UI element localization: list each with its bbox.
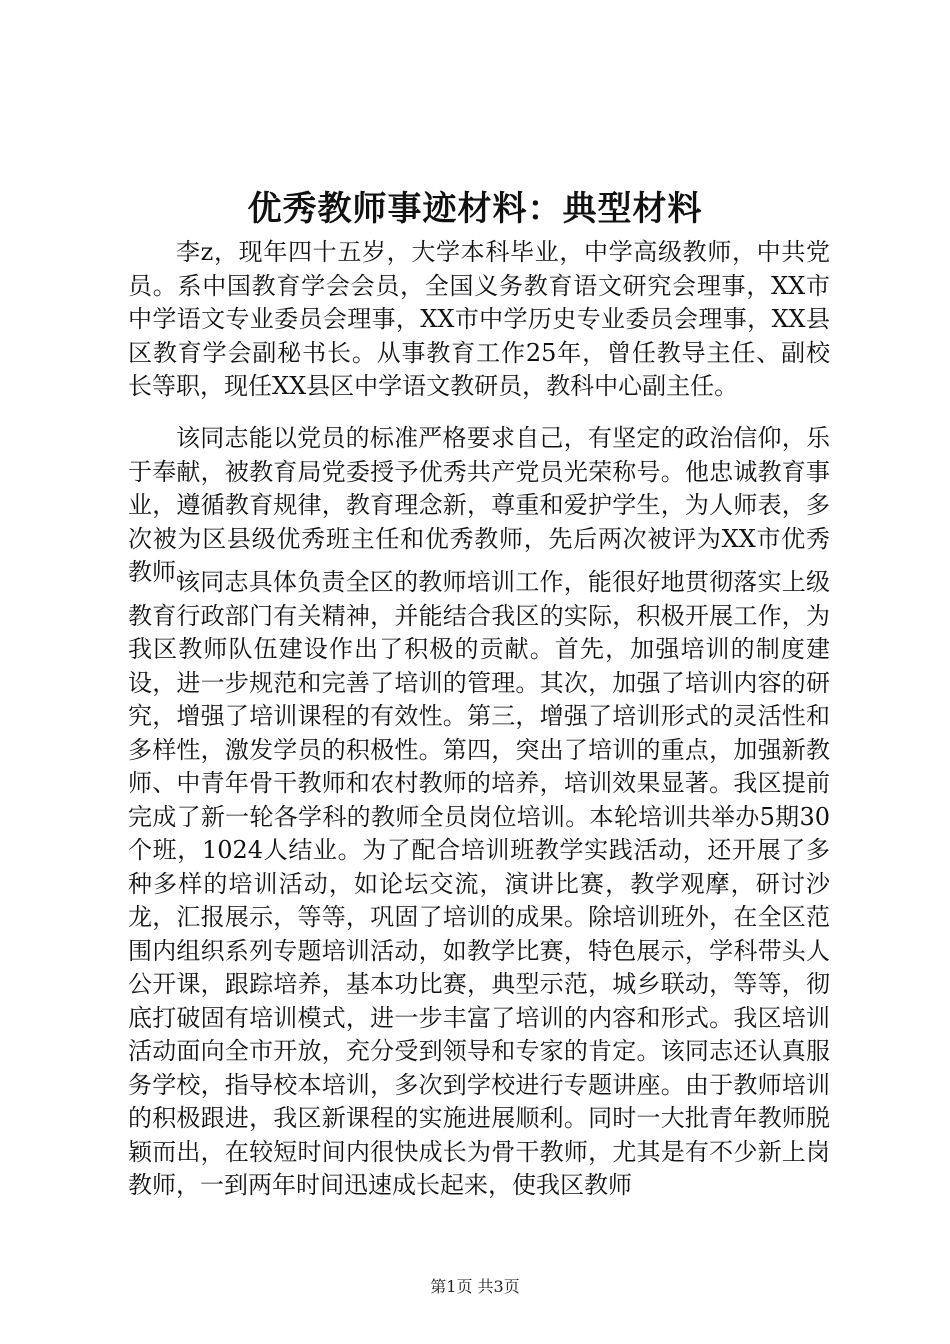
document-title: 优秀教师事迹材料：典型材料: [247, 189, 703, 229]
paragraph-political: 该同志能以党员的标准严格要求自己，有坚定的政治信仰，乐于奉献，被教育局党委授予优秀共产党员光荣称号。他忠诚教育事业，遵循教育规律，教育理念新，尊重和爱护学生，为人师表，多次被为区县级优秀班主任和优秀教师，先后两次被评为XX市优秀教师。: [128, 424, 830, 586]
page-footer: 第1页 共3页: [430, 1277, 520, 1296]
paragraph-intro: 李z，现年四十五岁，大学本科毕业，中学高级教师，中共党员。系中国教育学会会员，全国义务教育语文研究会理事，XX市中学语文专业委员会理事，XX市中学历史专业委员会理事，XX县区教育学会副秘书长。从事教育工作25年，曾任教导主任、副校长等职，现任XX县区中学语文教研员，教科中心副主任。: [128, 238, 830, 400]
paragraph-training: 该同志具体负责全区的教师培训工作，能很好地贯彻落实上级教育行政部门有关精神，并能结合我区的实际，积极开展工作，为我区教师队伍建设作出了积极的贡献。首先，加强培训的制度建设，进一步规范和完善了培训的管理。其次，加强了培训内容的研究，增强了培训课程的有效性。第三，增强了培训形式的灵活性和多样性，激发学员的积极性。第四，突出了培训的重点，加强新教师、中青年骨干教师和农村教师的培养，培训效果显著。我区提前完成了新一轮各学科的教师全员岗位培训。本轮培训共举办5期30个班，1024人结业。为了配合培训班教学实践活动，还开展了多种多样的培训活动，如论坛交流，演讲比赛，教学观摩，研讨沙龙，汇报展示，等等，巩固了培训的成果。除培训班外，在全区范围内组织系列专题培训活动，如教学比赛，特色展示，学科带头人公开课，跟踪培养，基本功比赛，典型示范，城乡联动，等等，彻底打破固有培训模式，进一步丰富了培训的内容和形式。我区培训活动面向全市开放，充分受到领导和专家的肯定。该同志还认真服务学校，指导校本培训，多次到学校进行专题讲座。由于教师培训的积极跟进，我区新课程的实施进展顺利。同时一大批青年教师脱颖而出，在较短时间内很快成长为骨干教师，尤其是有不少新上岗教师，一到两年时间迅速成长起来，使我区教师: [128, 568, 830, 1199]
